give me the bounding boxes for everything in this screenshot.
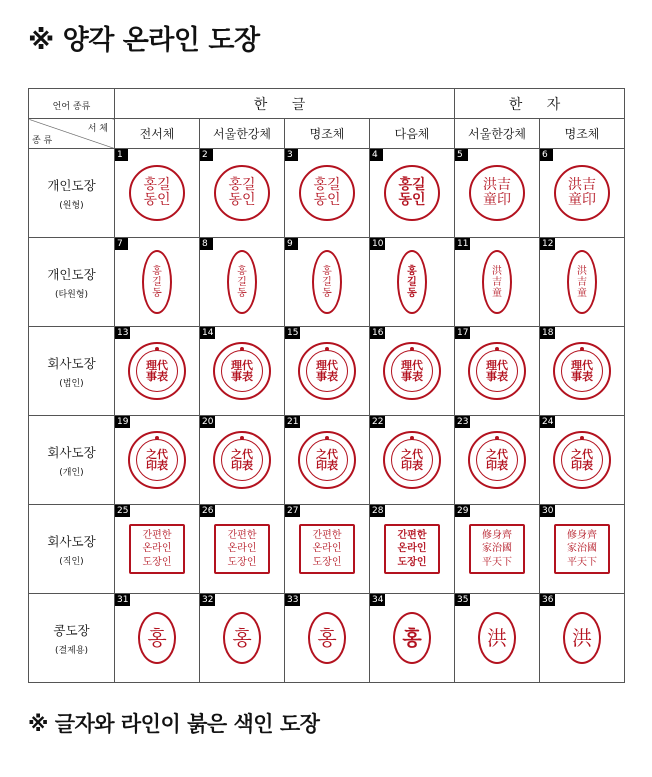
stamp-text-line: 理代: [146, 359, 168, 372]
stamp-number-badge: 22: [372, 417, 384, 427]
stamp-text-line: 길: [152, 276, 162, 288]
stamp-number-badge: 10: [372, 239, 384, 249]
row-label-cell: [29, 327, 115, 416]
font-header-3: 명조체: [285, 119, 370, 149]
stamp-number-badge: 29: [457, 506, 469, 516]
stamp-text-line: 事表: [231, 370, 253, 383]
seal-inner-ring: [136, 439, 178, 481]
stamp-cell[interactable]: [455, 327, 540, 416]
stamp-impression: [563, 612, 601, 664]
stamp-text-line: 홍길: [143, 177, 171, 194]
seal-inner-ring: [561, 439, 603, 481]
stamp-text-line: 洪: [577, 265, 587, 277]
stamp-impression: [308, 612, 346, 664]
font-axis-label: 서 체: [87, 124, 108, 134]
stamp-text-line: 童: [577, 287, 587, 299]
stamp-text-line: 동: [237, 287, 247, 299]
stamp-impression: [129, 524, 185, 574]
stamp-number-badge: 1: [115, 149, 128, 161]
stamp-text-line: 事表: [571, 370, 593, 383]
stamp-row: [29, 149, 625, 238]
stamp-impression: [312, 250, 342, 314]
stamp-number-badge: 26: [202, 506, 214, 516]
stamp-cell[interactable]: [540, 149, 625, 238]
stamp-impression: [383, 342, 441, 400]
stamp-impression: [213, 342, 271, 400]
language-label-cell: [29, 89, 115, 119]
stamp-text-line: 之代: [486, 448, 508, 461]
stamp-impression: [214, 165, 270, 221]
stamp-cell[interactable]: [285, 505, 370, 594]
stamp-text-line: 平天下: [567, 556, 597, 568]
stamp-impression: [468, 431, 526, 489]
stamp-text-line: 동인: [228, 192, 256, 208]
stamp-text-line: 洪: [487, 625, 507, 650]
stamp-cell[interactable]: [540, 594, 625, 683]
row-label-cell: [29, 594, 115, 683]
stamp-number-badge: 21: [287, 417, 299, 427]
stamp-number-badge: 2: [200, 149, 213, 161]
stamp-impression: [298, 342, 356, 400]
stamp-text-line: 간편한: [312, 529, 342, 541]
stamp-number-badge: 8: [200, 238, 213, 250]
stamp-text-line: 홍: [237, 265, 247, 277]
stamp-text-line: 吉: [492, 276, 502, 288]
stamp-impression: [384, 165, 440, 221]
stamp-number-badge: 33: [287, 595, 299, 605]
stamp-impression: [554, 524, 610, 574]
stamp-number-badge: 32: [202, 595, 214, 605]
header-row-font: [29, 119, 625, 149]
stamp-text-line: 洪吉: [568, 177, 596, 194]
stamp-number-badge: 25: [117, 506, 129, 516]
stamp-text-line: 之代: [571, 448, 593, 461]
stamp-text-line: 童印: [483, 192, 511, 208]
stamp-impression: [128, 431, 186, 489]
stamp-text-line: 理代: [231, 359, 253, 372]
stamp-number-badge: 9: [285, 238, 298, 250]
stamp-impression: [482, 250, 512, 314]
stamp-text-line: 理代: [486, 359, 508, 372]
stamp-cell[interactable]: [115, 505, 200, 594]
stamp-number-badge: 17: [457, 328, 469, 338]
stamp-number-badge: 34: [372, 595, 384, 605]
row-label: 회사도장: [47, 444, 96, 460]
stamp-number-badge: 12: [542, 239, 554, 249]
row-label: 회사도장: [47, 355, 96, 371]
stamp-number-badge: 23: [457, 417, 469, 427]
stamp-cell[interactable]: [540, 327, 625, 416]
stamp-text-line: 修身齊: [482, 529, 512, 541]
stamp-number-badge: 6: [540, 149, 553, 161]
stamp-text-line: 홍: [407, 265, 417, 277]
stamp-text-line: 之代: [146, 448, 168, 461]
font-header-5: 서울한강체: [455, 119, 540, 149]
stamp-number-badge: 24: [542, 417, 554, 427]
stamp-text-line: 홍길: [398, 177, 426, 194]
row-label-cell: [29, 416, 115, 505]
stamp-row: [29, 505, 625, 594]
stamp-cell[interactable]: [455, 505, 540, 594]
seal-dot-icon: [155, 436, 159, 440]
stamp-number-badge: 4: [370, 149, 383, 161]
stamp-text-line: 事表: [316, 370, 338, 383]
stamp-row: [29, 238, 625, 327]
stamp-cell[interactable]: [200, 238, 285, 327]
stamp-text-line: 理代: [571, 359, 593, 372]
stamp-impression: [383, 431, 441, 489]
stamp-cell[interactable]: [370, 416, 455, 505]
stamp-text-line: 홍길: [313, 177, 341, 194]
seal-dot-icon: [410, 436, 414, 440]
row-sublabel: (타원형): [54, 289, 89, 300]
stamp-text-line: 印表: [146, 459, 168, 472]
seal-dot-icon: [240, 436, 244, 440]
seal-dot-icon: [580, 436, 584, 440]
stamp-cell[interactable]: [200, 594, 285, 683]
stamp-row: [29, 327, 625, 416]
stamp-number-badge: 13: [117, 328, 129, 338]
row-sublabel: (원형): [59, 200, 84, 211]
stamp-impression: [138, 612, 176, 664]
stamp-text-line: 洪吉: [483, 177, 511, 194]
stamp-number-badge: 28: [372, 506, 384, 516]
stamp-text-line: 之代: [231, 448, 253, 461]
stamp-impression: [214, 524, 270, 574]
stamp-text-line: 홍: [232, 625, 252, 650]
stamp-text-line: 印表: [316, 459, 338, 472]
stamp-cell[interactable]: [200, 505, 285, 594]
stamp-cell[interactable]: [370, 327, 455, 416]
seal-dot-icon: [495, 347, 499, 351]
stamp-impression: [142, 250, 172, 314]
stamp-cell[interactable]: [370, 505, 455, 594]
stamp-text-line: 동인: [313, 192, 341, 208]
stamp-number-badge: 16: [372, 328, 384, 338]
stamp-text-line: 도장인: [142, 556, 172, 568]
stamp-number-badge: 35: [457, 595, 469, 605]
stamp-text-line: 간편한: [397, 529, 427, 541]
row-label-cell: [29, 505, 115, 594]
stamp-cell[interactable]: [115, 327, 200, 416]
stamp-text-line: 홍길: [228, 177, 256, 194]
stamp-cell[interactable]: [370, 594, 455, 683]
group-hangul: 한 글: [115, 89, 455, 119]
row-label: 개인도장: [47, 177, 96, 193]
stamp-impression: [384, 524, 440, 574]
row-label: 개인도장: [47, 266, 96, 282]
stamp-cell[interactable]: [540, 505, 625, 594]
stamp-cell[interactable]: [200, 327, 285, 416]
row-sublabel: (법인): [59, 378, 84, 389]
stamp-text-line: 동인: [143, 192, 171, 208]
stamp-cell[interactable]: [285, 327, 370, 416]
stamp-text-line: 간편한: [142, 529, 172, 541]
stamp-text-line: 洪: [572, 625, 592, 650]
stamp-text-line: 홍: [402, 625, 422, 650]
stamp-text-line: 之代: [401, 448, 423, 461]
seal-dot-icon: [410, 347, 414, 351]
stamp-impression: [567, 250, 597, 314]
stamp-impression: [397, 250, 427, 314]
stamp-cell[interactable]: [540, 238, 625, 327]
seal-dot-icon: [155, 347, 159, 351]
stamp-cell[interactable]: [455, 594, 540, 683]
stamp-text-line: 童印: [568, 192, 596, 208]
stamp-cell[interactable]: [115, 416, 200, 505]
stamp-cell[interactable]: [285, 594, 370, 683]
stamp-text-line: 홍: [317, 625, 337, 650]
font-header-1: 전서체: [115, 119, 200, 149]
stamp-cell[interactable]: [455, 416, 540, 505]
seal-inner-ring: [136, 350, 178, 392]
seal-inner-ring: [391, 350, 433, 392]
seal-inner-ring: [476, 350, 518, 392]
stamp-cell[interactable]: [285, 238, 370, 327]
page-title: ※ 양각 온라인 도장: [28, 25, 260, 56]
seal-inner-ring: [561, 350, 603, 392]
row-sublabel: (개인): [59, 467, 84, 478]
seal-inner-ring: [391, 439, 433, 481]
stamp-text-line: 家治國: [482, 543, 512, 555]
stamp-text-line: 홍: [147, 625, 167, 650]
stamp-text-line: 동인: [398, 192, 426, 208]
stamp-number-badge: 11: [457, 239, 469, 249]
row-label-cell: [29, 238, 115, 327]
stamp-text-line: 도장인: [312, 556, 342, 568]
stamp-impression: [213, 431, 271, 489]
seal-inner-ring: [306, 439, 348, 481]
row-sublabel: (결제용): [54, 645, 89, 656]
stamp-text-line: 理代: [401, 359, 423, 372]
stamp-text-line: 之代: [316, 448, 338, 461]
stamp-cell[interactable]: [455, 149, 540, 238]
stamp-number-badge: 30: [542, 506, 554, 516]
seal-inner-ring: [221, 350, 263, 392]
stamp-impression: [478, 612, 516, 664]
stamp-row: [29, 416, 625, 505]
font-header-4: 다음체: [370, 119, 455, 149]
stamp-text-line: 도장인: [227, 556, 257, 568]
stamp-impression: [554, 165, 610, 221]
seal-dot-icon: [580, 347, 584, 351]
stamp-text-line: 동: [322, 287, 332, 299]
stamp-number-badge: 18: [542, 328, 554, 338]
stamp-cell[interactable]: [115, 149, 200, 238]
stamp-text-line: 修身齊: [567, 529, 597, 541]
stamp-impression: [128, 342, 186, 400]
language-label: 언어 종류: [52, 102, 91, 112]
stamp-text-line: 온라인: [312, 543, 342, 555]
stamp-impression: [299, 165, 355, 221]
stamp-text-line: 印表: [571, 459, 593, 472]
stamp-cell[interactable]: [115, 238, 200, 327]
stamp-impression: [469, 524, 525, 574]
stamp-text-line: 동: [407, 287, 417, 299]
stamp-cell[interactable]: [370, 238, 455, 327]
stamp-cell[interactable]: [540, 416, 625, 505]
stamp-cell[interactable]: [285, 149, 370, 238]
group-hanja: 한 자: [455, 89, 625, 119]
header-row-language: [29, 89, 625, 119]
seal-dot-icon: [325, 436, 329, 440]
stamp-catalog-table: [28, 88, 625, 683]
stamp-impression: [129, 165, 185, 221]
stamp-text-line: 길: [322, 276, 332, 288]
stamp-text-line: 事表: [401, 370, 423, 383]
diagonal-header-cell: [29, 119, 115, 149]
stamp-text-line: 童: [492, 287, 502, 299]
stamp-text-line: 洪: [492, 265, 502, 277]
stamp-text-line: 家治國: [567, 543, 597, 555]
stamp-cell[interactable]: [200, 416, 285, 505]
stamp-impression: [299, 524, 355, 574]
stamp-text-line: 吉: [577, 276, 587, 288]
seal-inner-ring: [221, 439, 263, 481]
stamp-cell[interactable]: [455, 238, 540, 327]
stamp-number-badge: 14: [202, 328, 214, 338]
stamp-text-line: 온라인: [397, 543, 427, 555]
stamp-text-line: 동: [152, 287, 162, 299]
stamp-text-line: 印表: [401, 459, 423, 472]
stamp-text-line: 길: [407, 276, 417, 288]
stamp-text-line: 理代: [316, 359, 338, 372]
stamp-text-line: 홍: [152, 265, 162, 277]
stamp-impression: [223, 612, 261, 664]
row-label-cell: [29, 149, 115, 238]
stamp-text-line: 事表: [486, 370, 508, 383]
stamp-text-line: 印表: [231, 459, 253, 472]
font-header-2: 서울한강체: [200, 119, 285, 149]
stamp-number-badge: 19: [117, 417, 129, 427]
stamp-cell[interactable]: [200, 149, 285, 238]
footer-note: ※ 글자와 라인이 붉은 색인 도장: [28, 712, 320, 736]
stamp-text-line: 홍: [322, 265, 332, 277]
stamp-number-badge: 36: [542, 595, 554, 605]
stamp-text-line: 간편한: [227, 529, 257, 541]
stamp-text-line: 길: [237, 276, 247, 288]
stamp-impression: [468, 342, 526, 400]
seal-inner-ring: [306, 350, 348, 392]
stamp-number-badge: 31: [117, 595, 129, 605]
stamp-text-line: 도장인: [397, 556, 427, 568]
stamp-number-badge: 27: [287, 506, 299, 516]
stamp-impression: [553, 342, 611, 400]
seal-dot-icon: [495, 436, 499, 440]
stamp-impression: [227, 250, 257, 314]
stamp-impression: [393, 612, 431, 664]
row-label: 회사도장: [47, 533, 96, 549]
type-axis-label: 종 류: [32, 136, 53, 146]
stamp-text-line: 온라인: [142, 543, 172, 555]
seal-dot-icon: [325, 347, 329, 351]
stamp-text-line: 事表: [146, 370, 168, 383]
stamp-cell[interactable]: [285, 416, 370, 505]
row-sublabel: (직인): [59, 556, 84, 567]
stamp-number-badge: 5: [455, 149, 468, 161]
seal-inner-ring: [476, 439, 518, 481]
stamp-number-badge: 15: [287, 328, 299, 338]
stamp-impression: [298, 431, 356, 489]
stamp-number-badge: 7: [115, 238, 128, 250]
stamp-cell[interactable]: [115, 594, 200, 683]
stamp-impression: [553, 431, 611, 489]
stamp-text-line: 온라인: [227, 543, 257, 555]
stamp-row: [29, 594, 625, 683]
font-header-6: 명조체: [540, 119, 625, 149]
stamp-impression: [469, 165, 525, 221]
stamp-number-badge: 3: [285, 149, 298, 161]
stamp-cell[interactable]: [370, 149, 455, 238]
stamp-text-line: 印表: [486, 459, 508, 472]
seal-dot-icon: [240, 347, 244, 351]
stamp-text-line: 平天下: [482, 556, 512, 568]
row-label: 콩도장: [53, 622, 90, 638]
stamp-number-badge: 20: [202, 417, 214, 427]
